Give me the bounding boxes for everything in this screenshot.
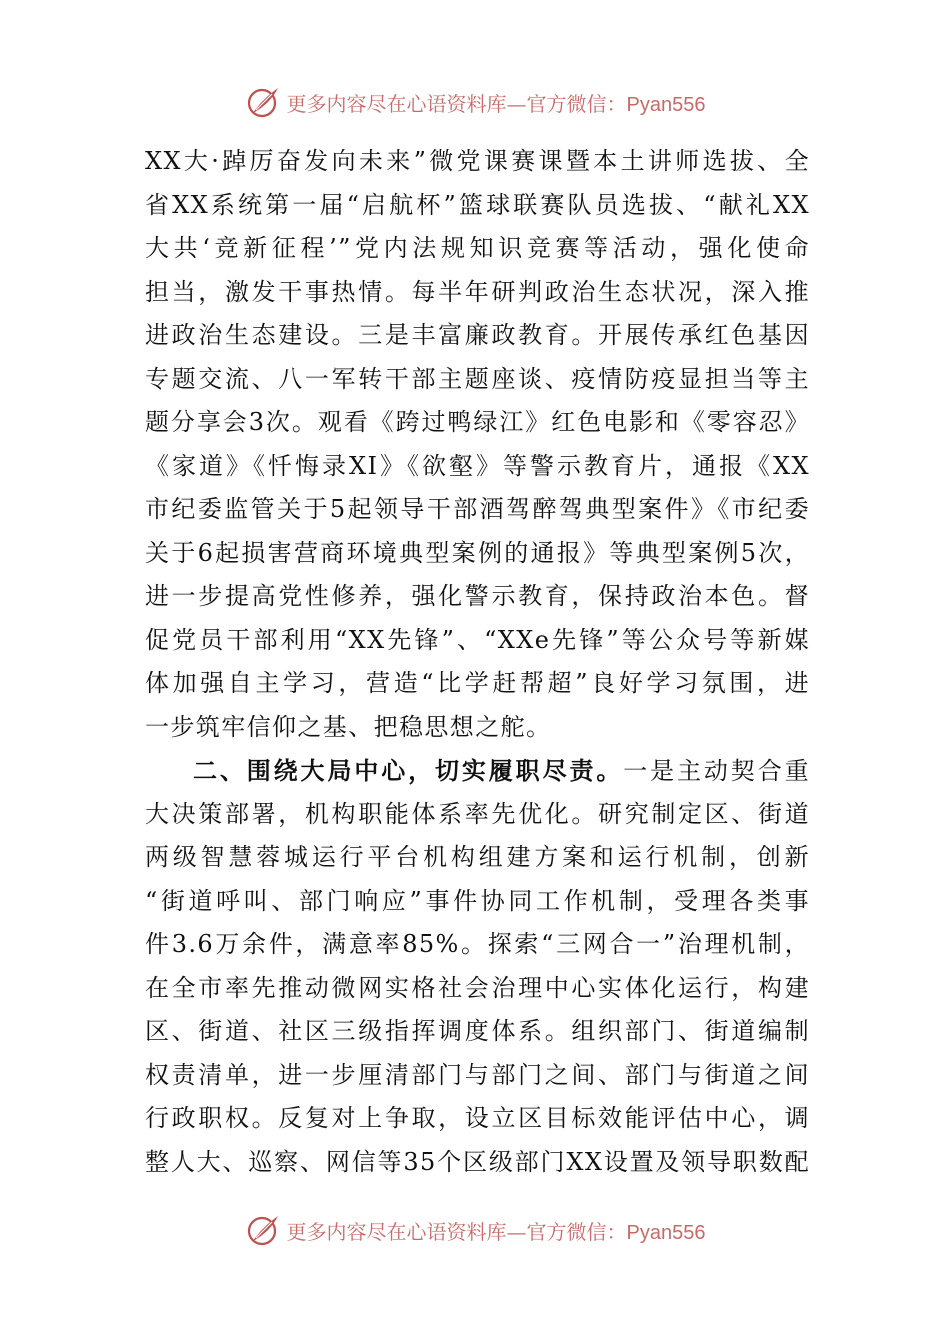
section-heading-continuation: 一是主动契合重	[623, 757, 810, 785]
body-line: 权责清单，进一步厘清部门与部门之间、部门与街道之间	[145, 1060, 810, 1089]
body-line: 进一步提高党性修养，强化警示教育，保持政治本色。督	[145, 582, 810, 610]
body-line: 在全市率先推动微网实格社会治理中心实体化运行，构建	[145, 973, 810, 1002]
body-line: 进政治生态建设。三是丰富廉政教育。开展传承红色基因	[145, 321, 810, 349]
body-line: 两级智慧蓉城运行平台机构组建方案和运行机制，创新	[145, 843, 810, 871]
body-line: 省XX系统第一届“启航杯”篮球联赛队员选拔、“献礼XX	[145, 190, 810, 219]
body-line: 担当，激发干事热情。每半年研判政治生态状况，深入推	[145, 277, 810, 306]
body-line: 《家道》《忏悔录XI》《欲壑》等警示教育片，通报《XX	[145, 451, 810, 480]
watermark-text: 更多内容尽在心语资料库—官方微信：Pyan556	[286, 1219, 706, 1244]
body-line: “街道呼叫、部门响应”事件协同工作机制，受理各类事	[145, 886, 810, 915]
watermark-banner-top	[0, 82, 950, 122]
body-line: 一步筑牢信仰之基、把稳思想之舵。	[145, 712, 552, 741]
body-line: XX大·踔厉奋发向未来”微党课赛课暨本土讲师选拔、全	[145, 147, 810, 175]
watermark-banner-bottom	[0, 1210, 950, 1250]
body-line: 市纪委监管关于5起领导干部酒驾醉驾典型案件》《市纪委	[145, 495, 810, 523]
body-line: 整人大、巡察、网信等35个区级部门XX设置及领导职数配	[145, 1147, 810, 1176]
document-body	[145, 140, 810, 1184]
body-line: 关于6起损害营商环境典型案例的通报》等典型案例5次，	[145, 538, 810, 567]
wechat-id: Pyan556	[626, 93, 706, 116]
body-line: 行政职权。反复对上争取，设立区目标效能评估中心，调	[145, 1104, 810, 1132]
section-heading: 二、围绕大局中心，切实履职尽责。	[193, 756, 624, 785]
section-heading-line	[145, 749, 810, 793]
body-line: 题分享会3次。观看《跨过鸭绿江》红色电影和《零容忍》	[145, 408, 810, 436]
body-line: 大决策部署，机构职能体系率先优化。研究制定区、街道	[145, 799, 810, 828]
wechat-id: Pyan556	[626, 1221, 706, 1244]
body-line: 体加强自主学习，营造“比学赶帮超”良好学习氛围，进	[145, 669, 810, 697]
body-line: 大共‘竞新征程’”党内法规知识竞赛等活动，强化使命	[145, 234, 810, 262]
watermark-text: 更多内容尽在心语资料库—官方微信：Pyan556	[286, 91, 706, 116]
quill-logo-icon	[245, 84, 281, 120]
quill-logo-icon	[245, 1212, 281, 1248]
body-line: 件3.6万余件，满意率85%。探索“三网合一”治理机制，	[145, 930, 810, 958]
body-line: 专题交流、八一军转干部主题座谈、疫情防疫显担当等主	[145, 364, 810, 393]
body-line: 区、街道、社区三级指挥调度体系。组织部门、街道编制	[145, 1017, 810, 1045]
body-line: 促党员干部利用“XX先锋”、“XXe先锋”等公众号等新媒	[145, 625, 810, 654]
